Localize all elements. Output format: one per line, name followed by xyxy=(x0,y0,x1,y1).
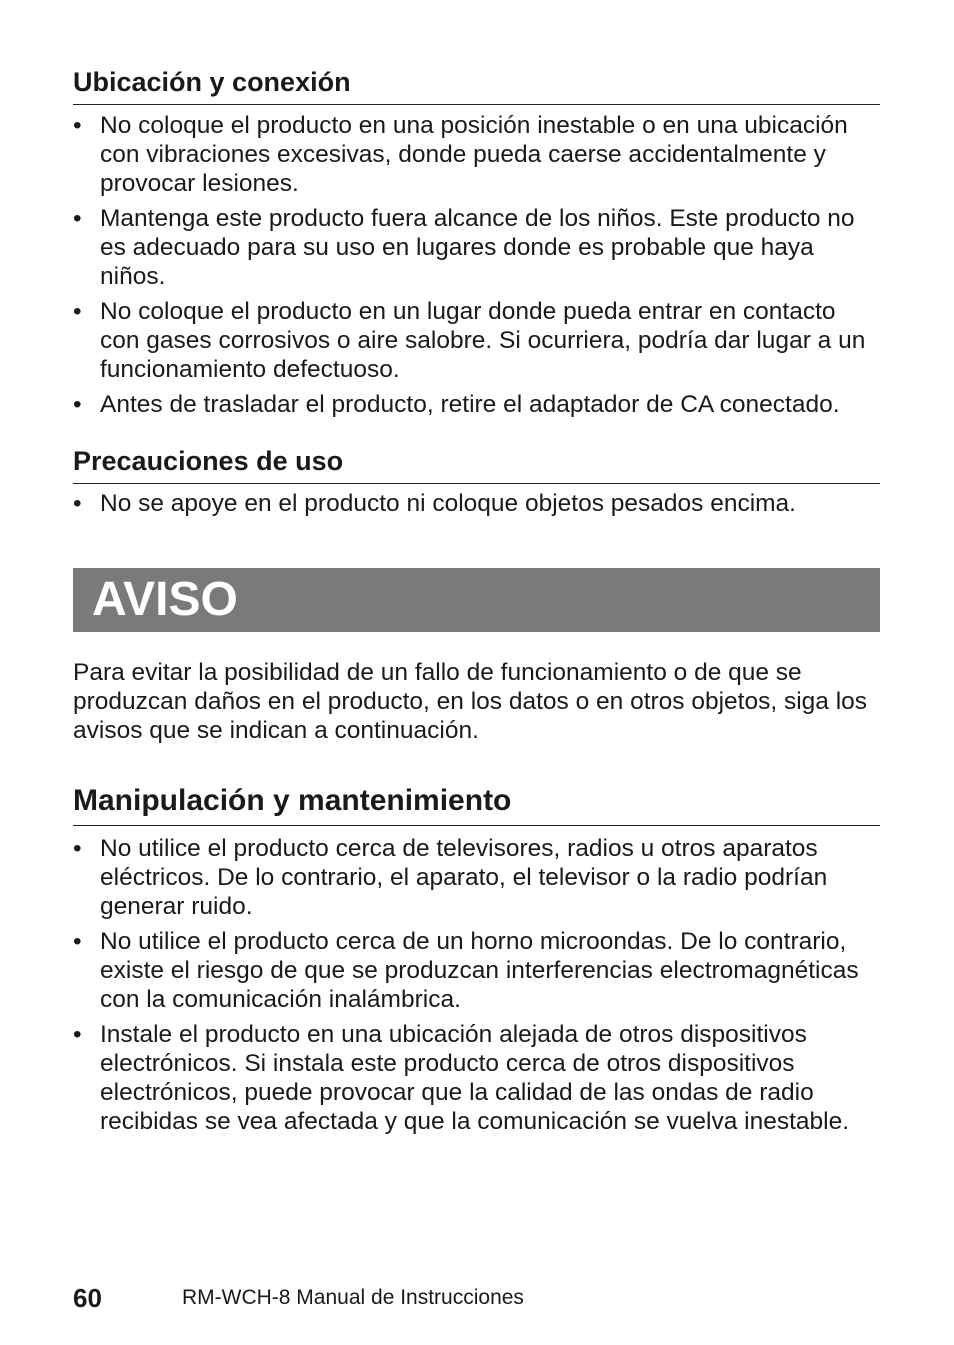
bullet: • xyxy=(73,205,82,232)
list-item: • Mantenga este producto fuera alcance de los niños. Este producto no es adecuado para su uso en lugares donde es probable que haya niños. xyxy=(73,205,855,290)
bullet: • xyxy=(73,391,82,418)
list-item: • No utilice el producto cerca de televisores, radios u otros aparatos eléctricos. De lo contrario, el aparato, el televisor o la radio podrían generar ruido. xyxy=(73,835,828,920)
list-item: • No coloque el producto en un lugar donde pueda entrar en contacto con gases corrosivos o aire salobre. Si ocurriera, podría dar lugar a un funcionamiento defectuoso. xyxy=(73,298,866,383)
bullet: • xyxy=(73,298,82,325)
page-content xyxy=(73,0,880,1142)
aviso-banner xyxy=(73,568,880,632)
section-heading-manipulacion: Manipulación y mantenimiento xyxy=(73,783,880,826)
section-heading-precauciones: Precauciones de uso xyxy=(73,445,880,484)
bullet: • xyxy=(73,1021,82,1048)
aviso-title: AVISO xyxy=(92,573,238,626)
manual-title: RM-WCH-8 Manual de Instrucciones xyxy=(182,1286,524,1309)
aviso-intro: Para evitar la posibilidad de un fallo de funcionamiento o de que se produzcan daños en el producto, en los datos o en otros objetos, siga los avisos que se indican a continuación. xyxy=(73,659,868,744)
list-item: • Instale el producto en una ubicación alejada de otros dispositivos electrónicos. Si instala este producto cerca de otros dispositivos electrónicos, puede provocar que la calidad de las ondas de radio recibidas se vea afectada y que la comunicación se vuelva inestable. xyxy=(73,1021,850,1135)
bullet: • xyxy=(73,112,82,139)
list-manipulacion xyxy=(73,834,880,1136)
list-item: • Antes de trasladar el producto, retire el adaptador de CA conectado. xyxy=(73,391,840,418)
list-item: • No se apoye en el producto ni coloque objetos pesados encima. xyxy=(73,490,796,517)
page-number: 60 xyxy=(73,1283,102,1313)
list-item: • No utilice el producto cerca de un horno microondas. De lo contrario, existe el riesgo de que se produzcan interferencias electromagnéticas con la comunicación inalámbrica. xyxy=(73,928,859,1013)
bullet: • xyxy=(73,835,82,862)
bullet: • xyxy=(73,490,82,517)
page-footer xyxy=(73,1283,880,1315)
bullet: • xyxy=(73,928,82,955)
section-heading-ubicacion: Ubicación y conexión xyxy=(73,66,880,105)
list-ubicacion xyxy=(73,111,880,419)
list-item: • No coloque el producto en una posición inestable o en una ubicación con vibraciones excesivas, donde pueda caerse accidentalmente y provocar lesiones. xyxy=(73,112,848,197)
list-precauciones xyxy=(73,489,880,518)
